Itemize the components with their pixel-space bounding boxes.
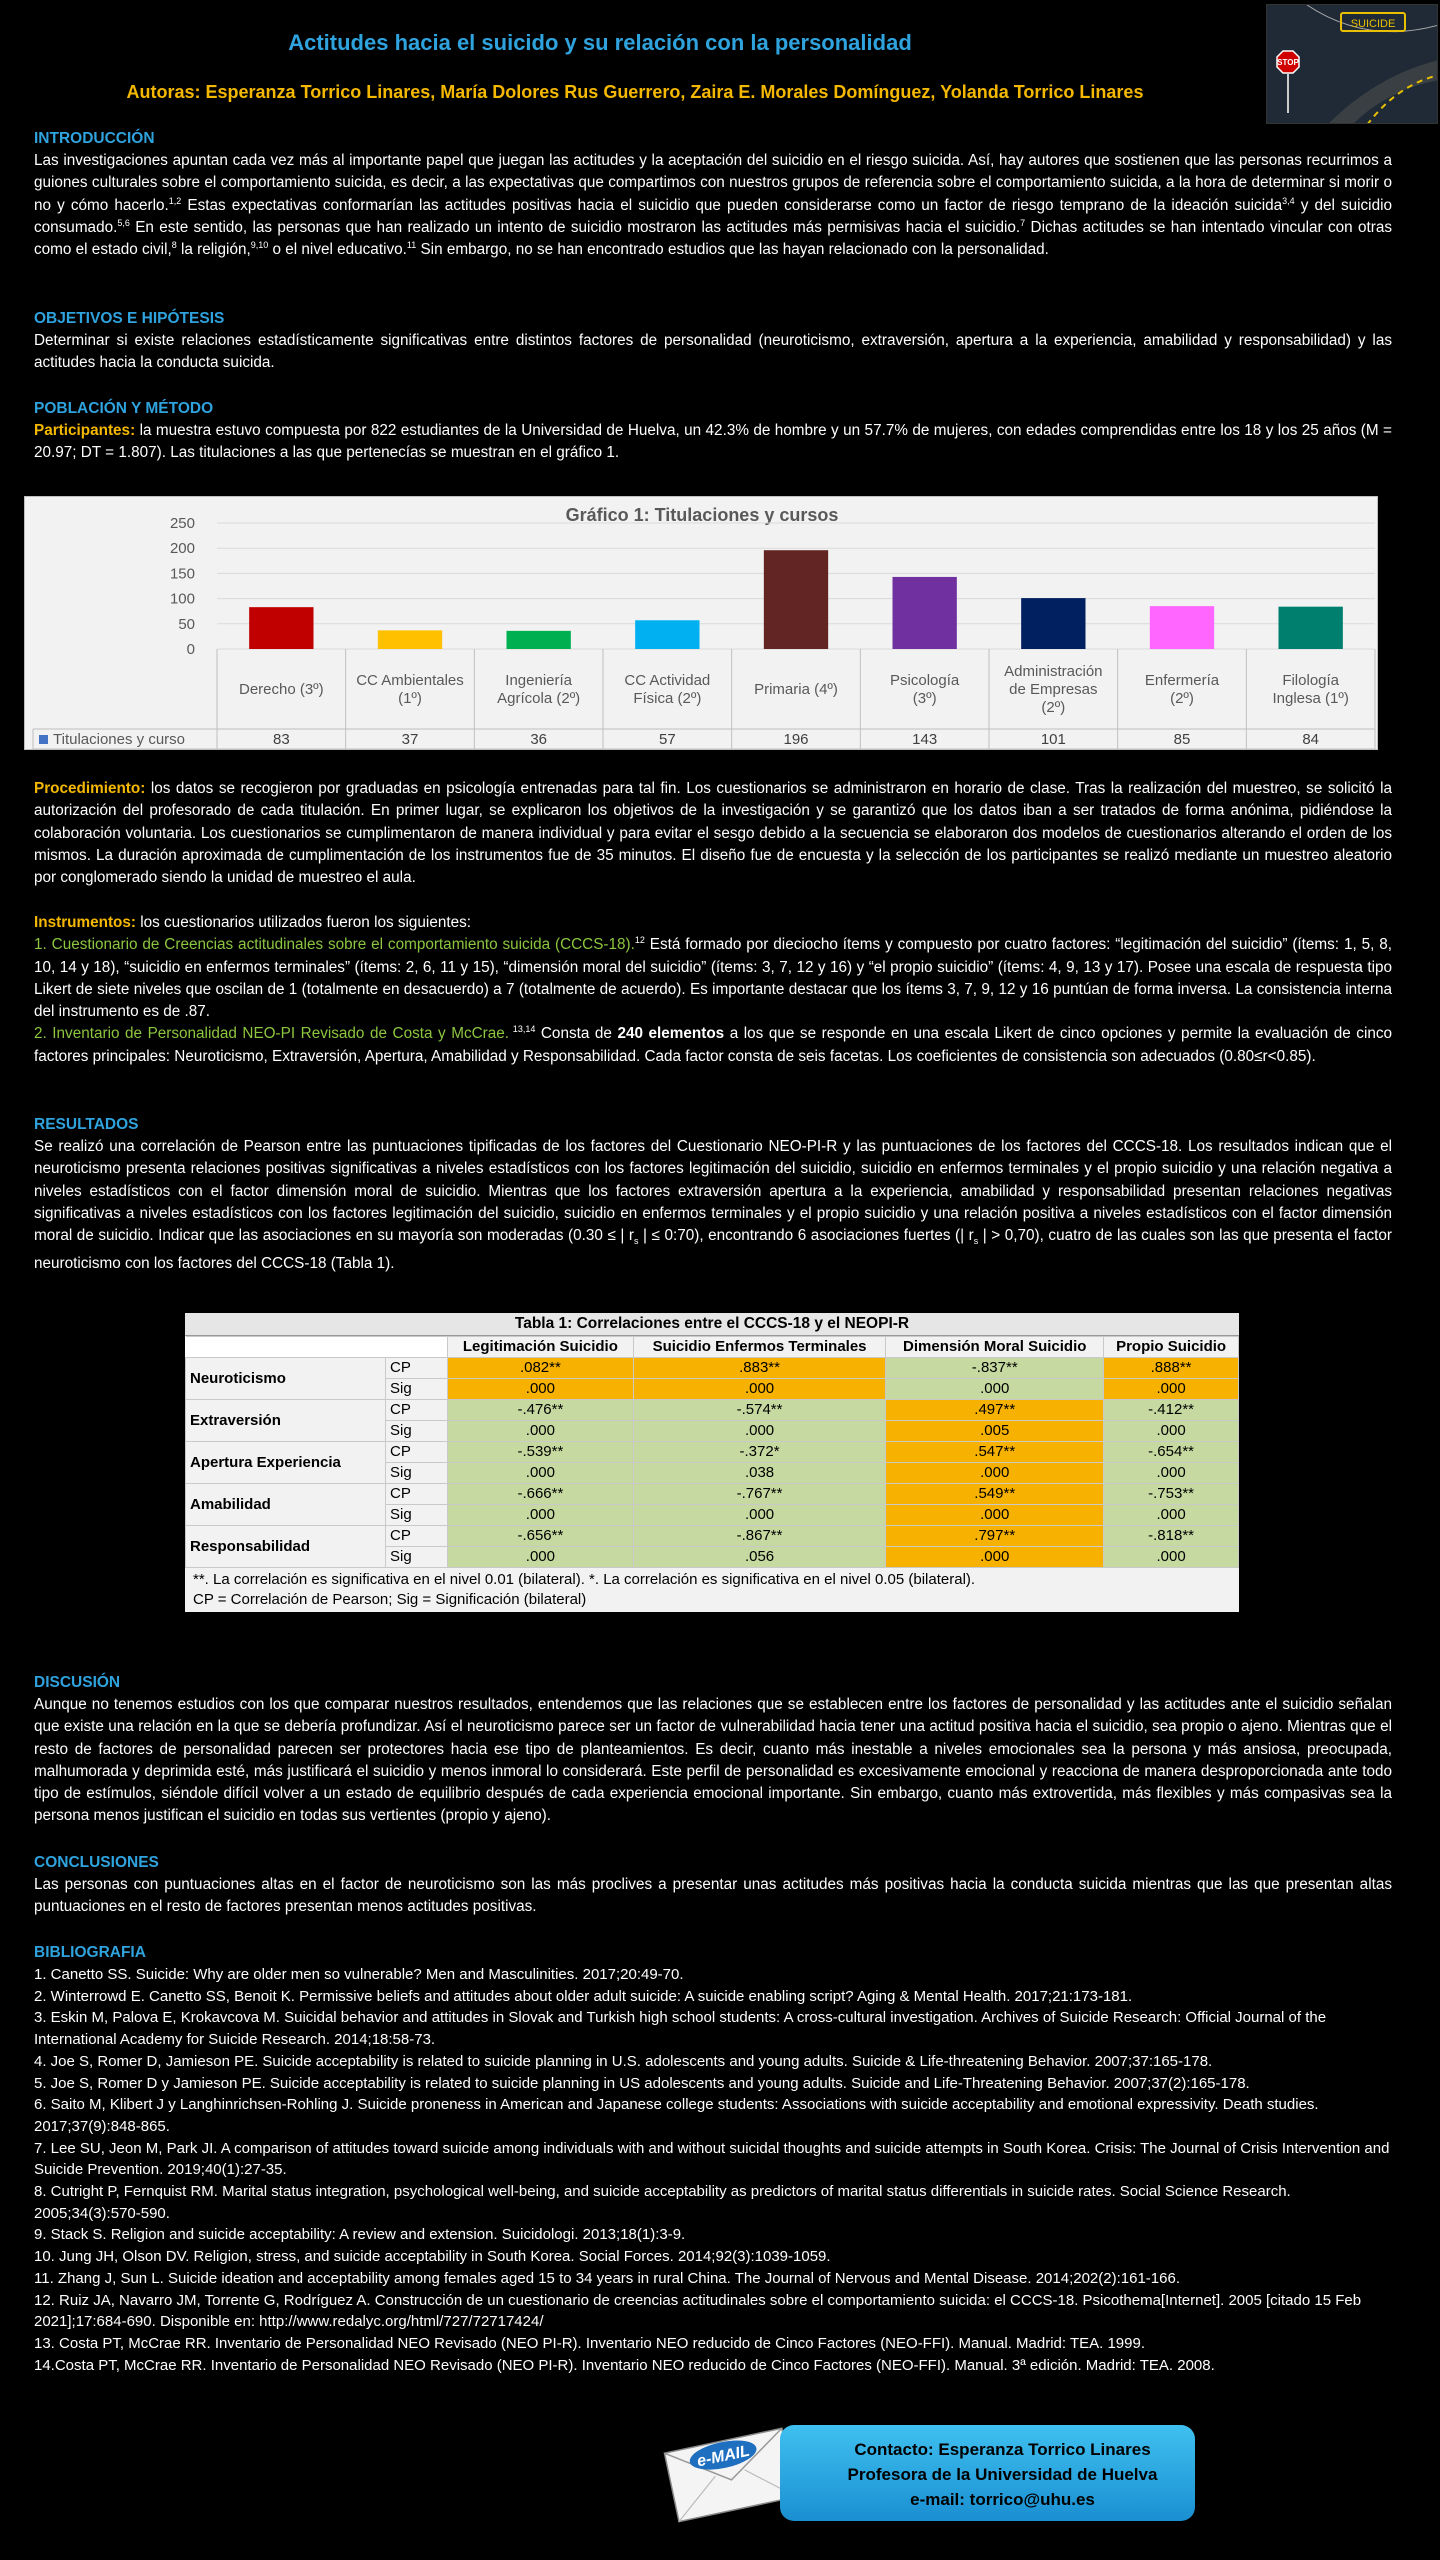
sig-cell: .000 xyxy=(886,1547,1104,1568)
sig-cell: .000 xyxy=(448,1463,634,1484)
row-label: Responsabilidad xyxy=(186,1526,386,1568)
category-label-line: de Empresas xyxy=(1009,681,1098,698)
poster-title: Actitudes hacia el suicido y su relación con la personalidad xyxy=(288,30,912,55)
contact-box xyxy=(780,2425,1195,2521)
table-header: Legitimación Suicidio xyxy=(448,1337,634,1358)
cp-cell: -.656** xyxy=(448,1526,634,1547)
bar xyxy=(764,550,828,649)
category-label-line: Física (2º) xyxy=(633,690,702,707)
bibliography-item: 6. Saito M, Klibert J y Langhinrichsen-Rohling J. Suicide proneness in American and Japanese college students: Associations with suicide acceptability and emotional expressivity. Death studies. 2017;37(9):848-865. xyxy=(34,2096,1319,2135)
intro-section xyxy=(34,128,1392,261)
discussion-title: DISCUSIÓN xyxy=(34,1674,121,1691)
table-row xyxy=(186,1358,1239,1379)
sig-cell: .000 xyxy=(1104,1421,1239,1442)
bar xyxy=(1021,598,1085,649)
value-label: 84 xyxy=(1302,731,1320,748)
cp-cell: .888** xyxy=(1104,1358,1239,1379)
table-row xyxy=(186,1526,1239,1547)
y-tick-label: 200 xyxy=(169,540,195,558)
bibliography-section xyxy=(34,1942,1392,2376)
objectives-text: Determinar si existe relaciones estadísticamente significativas entre distintos factores de personalidad (neuroticismo, extraversión, apertura a la experiencia, amabilidad y responsabilidad) y las actitudes hacia la conducta suicida. xyxy=(34,332,1392,372)
sig-cell: .000 xyxy=(448,1379,634,1400)
category-label xyxy=(1004,663,1102,716)
bar xyxy=(507,631,571,649)
instruments-section xyxy=(34,912,1392,1068)
intro-title: INTRODUCCIÓN xyxy=(34,130,155,147)
method-section xyxy=(34,398,1392,465)
conclusions-title: CONCLUSIONES xyxy=(34,1854,159,1871)
bibliography-title: BIBLIOGRAFIA xyxy=(34,1944,146,1961)
results-text: Se realizó una correlación de Pearson entre las puntuaciones tipificadas de los factores del Cuestionario NEO-PI-R y las puntuaciones de los factores del CCCS-18. Los resultados indican que el neuroticismo presenta relaciones positivas significativas a niveles estadísticos con los factores legitimación del suicidio, suicidio en enfermos terminales y el propio suicidio y una relación negativa a niveles estadísticos con el factor dimensión moral de suicidio. Mientras que los factores extraversión apertura a la experiencia, amabilidad y responsabilidad presentan relaciones negativas significativas a niveles estadísticos con los factores legitimación del suicidio, suicidio en enfermos terminales y el propio suicidio y una relación positiva a niveles estadísticos con el factor dimensión moral de suicidio. Indicar que las asociaciones en su mayoría son moderadas (0.30 ≤ | $r_s$ | ≤ 0:70), encontrando 6 asociaciones fuertes (| $r_s$ | > 0,70), cuatro de las cuales son las que presenta el factor neuroticismo con los factores del CCCS-18 (Tabla 1). xyxy=(34,1138,1393,1272)
category-label-line: Agrícola (2º) xyxy=(497,690,581,707)
cp-cell: -.837** xyxy=(886,1358,1104,1379)
table-corner xyxy=(186,1337,448,1358)
category-label-line: (2º) xyxy=(1041,699,1066,716)
cp-cell: -.867** xyxy=(633,1526,886,1547)
chart-title: Gráfico 1: Titulaciones y cursos xyxy=(565,505,839,525)
category-label xyxy=(1272,672,1348,707)
results-section xyxy=(34,1114,1392,1275)
method-title: POBLACIÓN Y MÉTODO xyxy=(34,400,214,417)
cp-cell: .883** xyxy=(633,1358,886,1379)
value-label: 101 xyxy=(1040,731,1066,748)
procedure-text: Procedimiento: los datos se recogieron por graduadas en psicología entrenadas para tal fin. Los cuestionarios se administraron en horario de clase. Tras la realización del muestreo, se solicitó la autorización del profesorado de cada titulación. En primer lugar, se explicaron los objetivos de la investigación y se garantizó que los datos iban a ser tratados de forma anónima, pidiéndose la colaboración voluntaria. Los cuestionarios se cumplimentaron de manera individual y para evitar el sesgo debido a la secuencia se elaboraron dos modelos de cuestionarios alterando el orden de los mismos. La duración aproximada de cumplimentación de los instrumentos fue de 35 minutos. El diseño fue de encuesta y la selección de los participantes se realizó mediante un muestreo aleatorio por conglomerado siendo la unidad de muestreo el aula. xyxy=(34,780,1392,887)
legend-label: Titulaciones y curso xyxy=(53,731,185,748)
category-label-line: Inglesa (1º) xyxy=(1272,690,1349,707)
cp-label: CP xyxy=(386,1526,448,1547)
cp-cell: -.539** xyxy=(448,1442,634,1463)
bibliography-item: 5. Joe S, Romer D y Jamieson PE. Suicide acceptability is related to suicide planning in US adolescents and young adults. Suicide and Life-Threatening Behavior. 2007;37(2):165-178. xyxy=(34,2074,1250,2092)
table-header: Dimensión Moral Suicidio xyxy=(886,1337,1104,1358)
bibliography-item: 10. Jung JH, Olson DV. Religion, stress, and suicide acceptability in South Korea. Social Forces. 2014;92(3):1039-1059. xyxy=(34,2248,831,2266)
value-label: 36 xyxy=(530,731,548,748)
cp-cell: -.818** xyxy=(1104,1526,1239,1547)
sig-label: Sig xyxy=(386,1463,448,1484)
cp-cell: -.654** xyxy=(1104,1442,1239,1463)
bibliography-item: 1. Canetto SS. Suicide: Why are older men so vulnerable? Men and Masculinities. 2017;20:49-70. xyxy=(34,1966,684,1983)
category-label xyxy=(239,681,324,698)
bibliography-item: 12. Ruiz JA, Navarro JM, Torrente G, Rodríguez A. Construcción de un cuestionario de creencias actitudinales sobre el comportamiento suicida: el CCCS-18. Psicothema[Internet]. 2005 [citado 15 Feb 2021];17:684-690. Disponible en: http://www.redalyc.org/html/727/72717424/ xyxy=(34,2291,1362,2331)
bar xyxy=(893,577,957,649)
suicide-stop-logo xyxy=(1266,4,1438,124)
sig-label: Sig xyxy=(386,1505,448,1526)
row-label: Amabilidad xyxy=(186,1484,386,1526)
y-tick-label: 0 xyxy=(186,641,195,658)
sig-cell: .000 xyxy=(1104,1505,1239,1526)
category-label-line: Administración xyxy=(1004,663,1103,680)
sig-cell: .000 xyxy=(448,1421,634,1442)
cp-cell: -.666** xyxy=(448,1484,634,1505)
y-tick-label: 250 xyxy=(169,515,195,532)
sig-cell: .000 xyxy=(1104,1379,1239,1400)
bibliography-item: 3. Eskin M, Palova E, Krokavcova M. Suicidal behavior and attitudes in Slovak and Turkish high school students: A cross-cultural investigation. Archives of Suicide Research: Official Journal of the International Academy for Suicide Research. 2014;18:58-73. xyxy=(34,2009,1327,2049)
row-label: Apertura Experiencia xyxy=(186,1442,386,1484)
contact-email[interactable]: e-mail: torrico@uhu.es xyxy=(910,2490,1095,2509)
sig-cell: .005 xyxy=(886,1421,1104,1442)
cp-cell: -.476** xyxy=(448,1400,634,1421)
svg-text:STOP: STOP xyxy=(1277,58,1299,67)
instruments-intro: Instrumentos: los cuestionarios utilizados fueron los siguientes: xyxy=(34,914,471,931)
value-label: 83 xyxy=(272,731,290,748)
value-label: 143 xyxy=(912,731,938,748)
category-label-line: CC Actividad xyxy=(624,672,711,689)
category-label-line: Enfermería xyxy=(1144,672,1220,689)
legend-swatch xyxy=(39,735,48,744)
table-row xyxy=(186,1442,1239,1463)
cp-cell: .547** xyxy=(886,1442,1104,1463)
sig-cell: .000 xyxy=(448,1505,634,1526)
discussion-section xyxy=(34,1672,1392,1828)
category-label-line: (3º) xyxy=(912,690,937,707)
bibliography-item: 2. Winterrowd E. Canetto SS, Benoit K. Permissive beliefs and attitudes about older adult suicide: A suicide enabling script? Aging & Mental Health. 2017;21:173-181. xyxy=(34,1987,1133,2005)
contact-name: Contacto: Esperanza Torrico Linares xyxy=(854,2440,1151,2459)
y-tick-label: 100 xyxy=(169,590,195,608)
table-note: **. La correlación es significativa en el nivel 0.01 (bilateral). *. La correlación es significativa en el nivel 0.05 (bilateral). CP = Correlación de Pearson; Sig = Significación (bilateral) xyxy=(185,1568,1239,1612)
table-row xyxy=(186,1400,1239,1421)
bibliography-item: 11. Zhang J, Sun L. Suicide ideation and acceptability among females aged 15 to 34 years in rural China. The Journal of Nervous and Mental Disease. 2014;202(2):161-166. xyxy=(34,2269,1180,2287)
cp-cell: .797** xyxy=(886,1526,1104,1547)
value-label: 85 xyxy=(1173,731,1191,748)
sig-label: Sig xyxy=(386,1547,448,1568)
conclusions-text: Las personas con puntuaciones altas en el factor de neuroticismo son las más proclives a presentar unas actitudes más positivas hacia la conducta suicida mientras que las que presentan altas puntuaciones en el resto de factores presentan menos actitudes positivas. xyxy=(34,1876,1392,1916)
sig-cell: .000 xyxy=(1104,1547,1239,1568)
value-label: 57 xyxy=(658,731,676,748)
table-caption: Tabla 1: Correlaciones entre el CCCS-18 y el NEOPI-R xyxy=(185,1313,1239,1336)
category-label xyxy=(1145,672,1220,707)
bar xyxy=(1150,606,1214,649)
bibliography-list xyxy=(34,1964,1392,2376)
bar xyxy=(635,620,699,649)
row-label: Extraversión xyxy=(186,1400,386,1442)
results-title: RESULTADOS xyxy=(34,1116,139,1133)
intro-text: Las investigaciones apuntan cada vez más al importante papel que juegan las actitudes y la aceptación del suicidio en el riesgo suicida. Así, hay autores que sostienen que las personas recurrimos a guiones culturales sobre el comportamiento suicida, es decir, a las expectativas que compartimos con nuestros grupos de referencia sobre el comportamiento suicida, a la hora de determinar si morir o no y cómo hacerlo.$^{1,2}$ Estas expectativas conformarían las actitudes positivas hacia el suicidio que pueden considerarse como un factor de riesgo temprano de la ideación suicida$^{3,4}$ y del suicidio consumado.$^{5,6}$ En este sentido, las personas que han realizado un intento de suicidio mostraron las actitudes más permisivas hacia el suicidio.$^7$ Dichas actitudes se han intentado vincular con otras como el estado civil,$^8$ la religión,$^{9,10}$ o el nivel educativo.$^{11}$ Sin embargo, no se han encontrado estudios que las hayan relacionado con la personalidad. xyxy=(34,152,1393,259)
sig-cell: .000 xyxy=(886,1379,1104,1400)
category-label xyxy=(497,672,580,707)
row-label: Neuroticismo xyxy=(186,1358,386,1400)
bibliography-item: 8. Cutright P, Fernquist RM. Marital status integration, psychological well-being, and suicide acceptability as predictors of marital status differentials in suicide rates. Social Science Research. 2005;34(3):570-590. xyxy=(34,2183,1291,2222)
sig-cell: .000 xyxy=(886,1463,1104,1484)
category-label xyxy=(890,672,960,707)
sig-cell: .000 xyxy=(448,1547,634,1568)
discussion-text: Aunque no tenemos estudios con los que comparar nuestros resultados, entendemos que las relaciones que se establecen entre los factores de personalidad y las actitudes ante el suicidio señalan que existe una relación en la que se debería profundizar. Así el neuroticismo parece ser un factor de vulnerabilidad hacia tener una actitud positiva hacia el suicidio, sea propio o ajeno. Mientras que el resto de factores de personalidad parecen ser protectores hacia ese tipo de planteamientos. Es decir, cuanto más inestable a niveles emocionales sea la persona y más ansiosa, preocupada, malhumorada y deprimida esté, más justificará el suicidio y menos inmoral lo considerará. Este perfil de personalidad es excesivamente emocional y reacciona de manera desproporcionada ante todo tipo de estímulos, siéndole difícil volver a un estado de equilibrio después de cada experiencia emocional importante. Sin embargo, cuanto más extrovertida, más flexibles y más compasivas sea la persona menos justifican el suicidio en todas sus vertientes (propio y ajeno). xyxy=(34,1696,1392,1825)
cp-cell: .082** xyxy=(448,1358,634,1379)
category-label-line: CC Ambientales xyxy=(356,672,464,689)
cp-label: CP xyxy=(386,1442,448,1463)
sig-label: Sig xyxy=(386,1421,448,1442)
sig-cell: .056 xyxy=(633,1547,886,1568)
category-label-line: Derecho (3º) xyxy=(238,681,324,698)
instrument-cccs18: 1. Cuestionario de Creencias actitudinales sobre el comportamiento suicida (CCCS-18).$^{12}$ Está formado por dieciocho ítems y compuesto por cuatro factores: “legitimación del suicidio” (ítems: 1, 5, 8, 10, 14 y 18), “suicidio en enfermos terminales” (ítems: 2, 6, 11 y 15), “dimensión moral del suicidio” (ítems: 3, 7, 12 y 16) y “el propio suicidio” (ítems: 4, 9, 13 y 17). Posee una escala de respuesta tipo Likert de siete niveles que oscilan de 1 (totalmente en desacuerdo) a 7 (totalmente de acuerdo). Es importante destacar que los ítems 3, 7, 9, 12 y 16 puntúan de forma inversa. La consistencia interna del instrumento es de .87. xyxy=(34,935,1392,1021)
sig-cell: .000 xyxy=(633,1505,886,1526)
cp-cell: -.412** xyxy=(1104,1400,1239,1421)
cp-label: CP xyxy=(386,1400,448,1421)
bar xyxy=(378,630,442,649)
cp-cell: -.753** xyxy=(1104,1484,1239,1505)
bibliography-item: 13. Costa PT, McCrae RR. Inventario de Personalidad NEO Revisado (NEO PI-R). Inventario NEO reducido de Cinco Factores (NEO-FFI). Manual. Madrid: TEA. 1999. xyxy=(34,2334,1145,2352)
authors-line: Autoras: Esperanza Torrico Linares, María Dolores Rus Guerrero, Zaira E. Morales Domínguez, Yolanda Torrico Linares xyxy=(126,82,1144,102)
cp-cell: .549** xyxy=(886,1484,1104,1505)
category-label xyxy=(624,672,710,707)
category-label-line: Primaria (4º) xyxy=(754,681,838,698)
category-label-line: Ingeniería xyxy=(505,672,573,689)
bar xyxy=(1279,607,1343,649)
value-label: 37 xyxy=(401,731,419,748)
sig-label: Sig xyxy=(386,1379,448,1400)
sig-cell: .000 xyxy=(633,1379,886,1400)
cp-cell: -.767** xyxy=(633,1484,886,1505)
sig-cell: .038 xyxy=(633,1463,886,1484)
category-label-line: (1º) xyxy=(398,690,422,707)
bibliography-item: 9. Stack S. Religion and suicide acceptability: A review and extension. Suicidologi. 2013;18(1):3-9. xyxy=(34,2226,686,2244)
value-label: 196 xyxy=(783,731,809,748)
bibliography-item: 7. Lee SU, Jeon M, Park JI. A comparison of attitudes toward suicide among individuals with and without suicidal thoughts and suicide attempts in South Korea. Crisis: The Journal of Crisis Intervention and Suicide Prevention. 2019;40(1):27-35. xyxy=(34,2139,1390,2179)
category-label-line: Psicología xyxy=(890,672,960,689)
sig-cell: .000 xyxy=(886,1505,1104,1526)
cp-cell: .497** xyxy=(886,1400,1104,1421)
sig-cell: .000 xyxy=(1104,1463,1239,1484)
category-label-line: Filología xyxy=(1282,672,1340,689)
y-tick-label: 150 xyxy=(169,565,195,583)
cp-cell: -.574** xyxy=(633,1400,886,1421)
procedure-section xyxy=(34,778,1392,889)
bibliography-item: 14.Costa PT, McCrae RR. Inventario de Personalidad NEO Revisado (NEO PI-R). Inventario NEO reducido de Cinco Factores (NEO-FFI). Manual. 3ª edición. Madrid: TEA. 2008. xyxy=(34,2356,1215,2374)
svg-text:e-MAIL: e-MAIL xyxy=(695,2442,752,2471)
y-tick-label: 50 xyxy=(178,615,195,633)
cp-label: CP xyxy=(386,1484,448,1505)
objectives-section xyxy=(34,308,1392,375)
category-label xyxy=(754,681,838,698)
participants-text: Participantes: la muestra estuvo compuesta por 822 estudiantes de la Universidad de Huelva, un 42.3% de hombre y un 57.7% de mujeres, con edades comprendidas entre los 18 y los 25 años (M = 20.97; DT = 1.807). Las titulaciones a las que pertenecías se muestran en el gráfico 1. xyxy=(34,422,1392,462)
cp-cell: -.372* xyxy=(633,1442,886,1463)
category-label-line: (2º) xyxy=(1170,690,1194,707)
table-header: Propio Suicidio xyxy=(1104,1337,1239,1358)
bar xyxy=(249,607,313,649)
instrument-neopi: 2. Inventario de Personalidad NEO-PI Revisado de Costa y McCrae. $^{13,14}$ Consta de 240 elementos a los que se responde en una escala Likert de cinco opciones y permite la evaluación de cinco factores principales: Neuroticismo, Extraversión, Apertura, Amabilidad y Responsabilidad. Cada factor consta de seis facetas. Los coeficientes de consistencia son adecuados (0.80≤r<0.85). xyxy=(34,1024,1393,1065)
objectives-title: OBJETIVOS E HIPÓTESIS xyxy=(34,310,225,327)
bibliography-item: 4. Joe S, Romer D, Jamieson PE. Suicide acceptability is related to suicide planning in U.S. adolescents and young adults. Suicide & Life-threatening Behavior. 2007;37:165-178. xyxy=(34,2052,1213,2070)
conclusions-section xyxy=(34,1852,1392,1919)
svg-text:SUICIDE: SUICIDE xyxy=(1350,18,1396,30)
sig-cell: .000 xyxy=(633,1421,886,1442)
bar-chart-svg xyxy=(25,497,1379,751)
contact-role: Profesora de la Universidad de Huelva xyxy=(847,2465,1158,2484)
cp-label: CP xyxy=(386,1358,448,1379)
table-row xyxy=(186,1484,1239,1505)
category-label xyxy=(356,672,464,707)
table-header: Suicidio Enfermos Terminales xyxy=(633,1337,886,1358)
correlation-table xyxy=(185,1313,1239,1612)
chart-titulaciones xyxy=(24,496,1378,750)
